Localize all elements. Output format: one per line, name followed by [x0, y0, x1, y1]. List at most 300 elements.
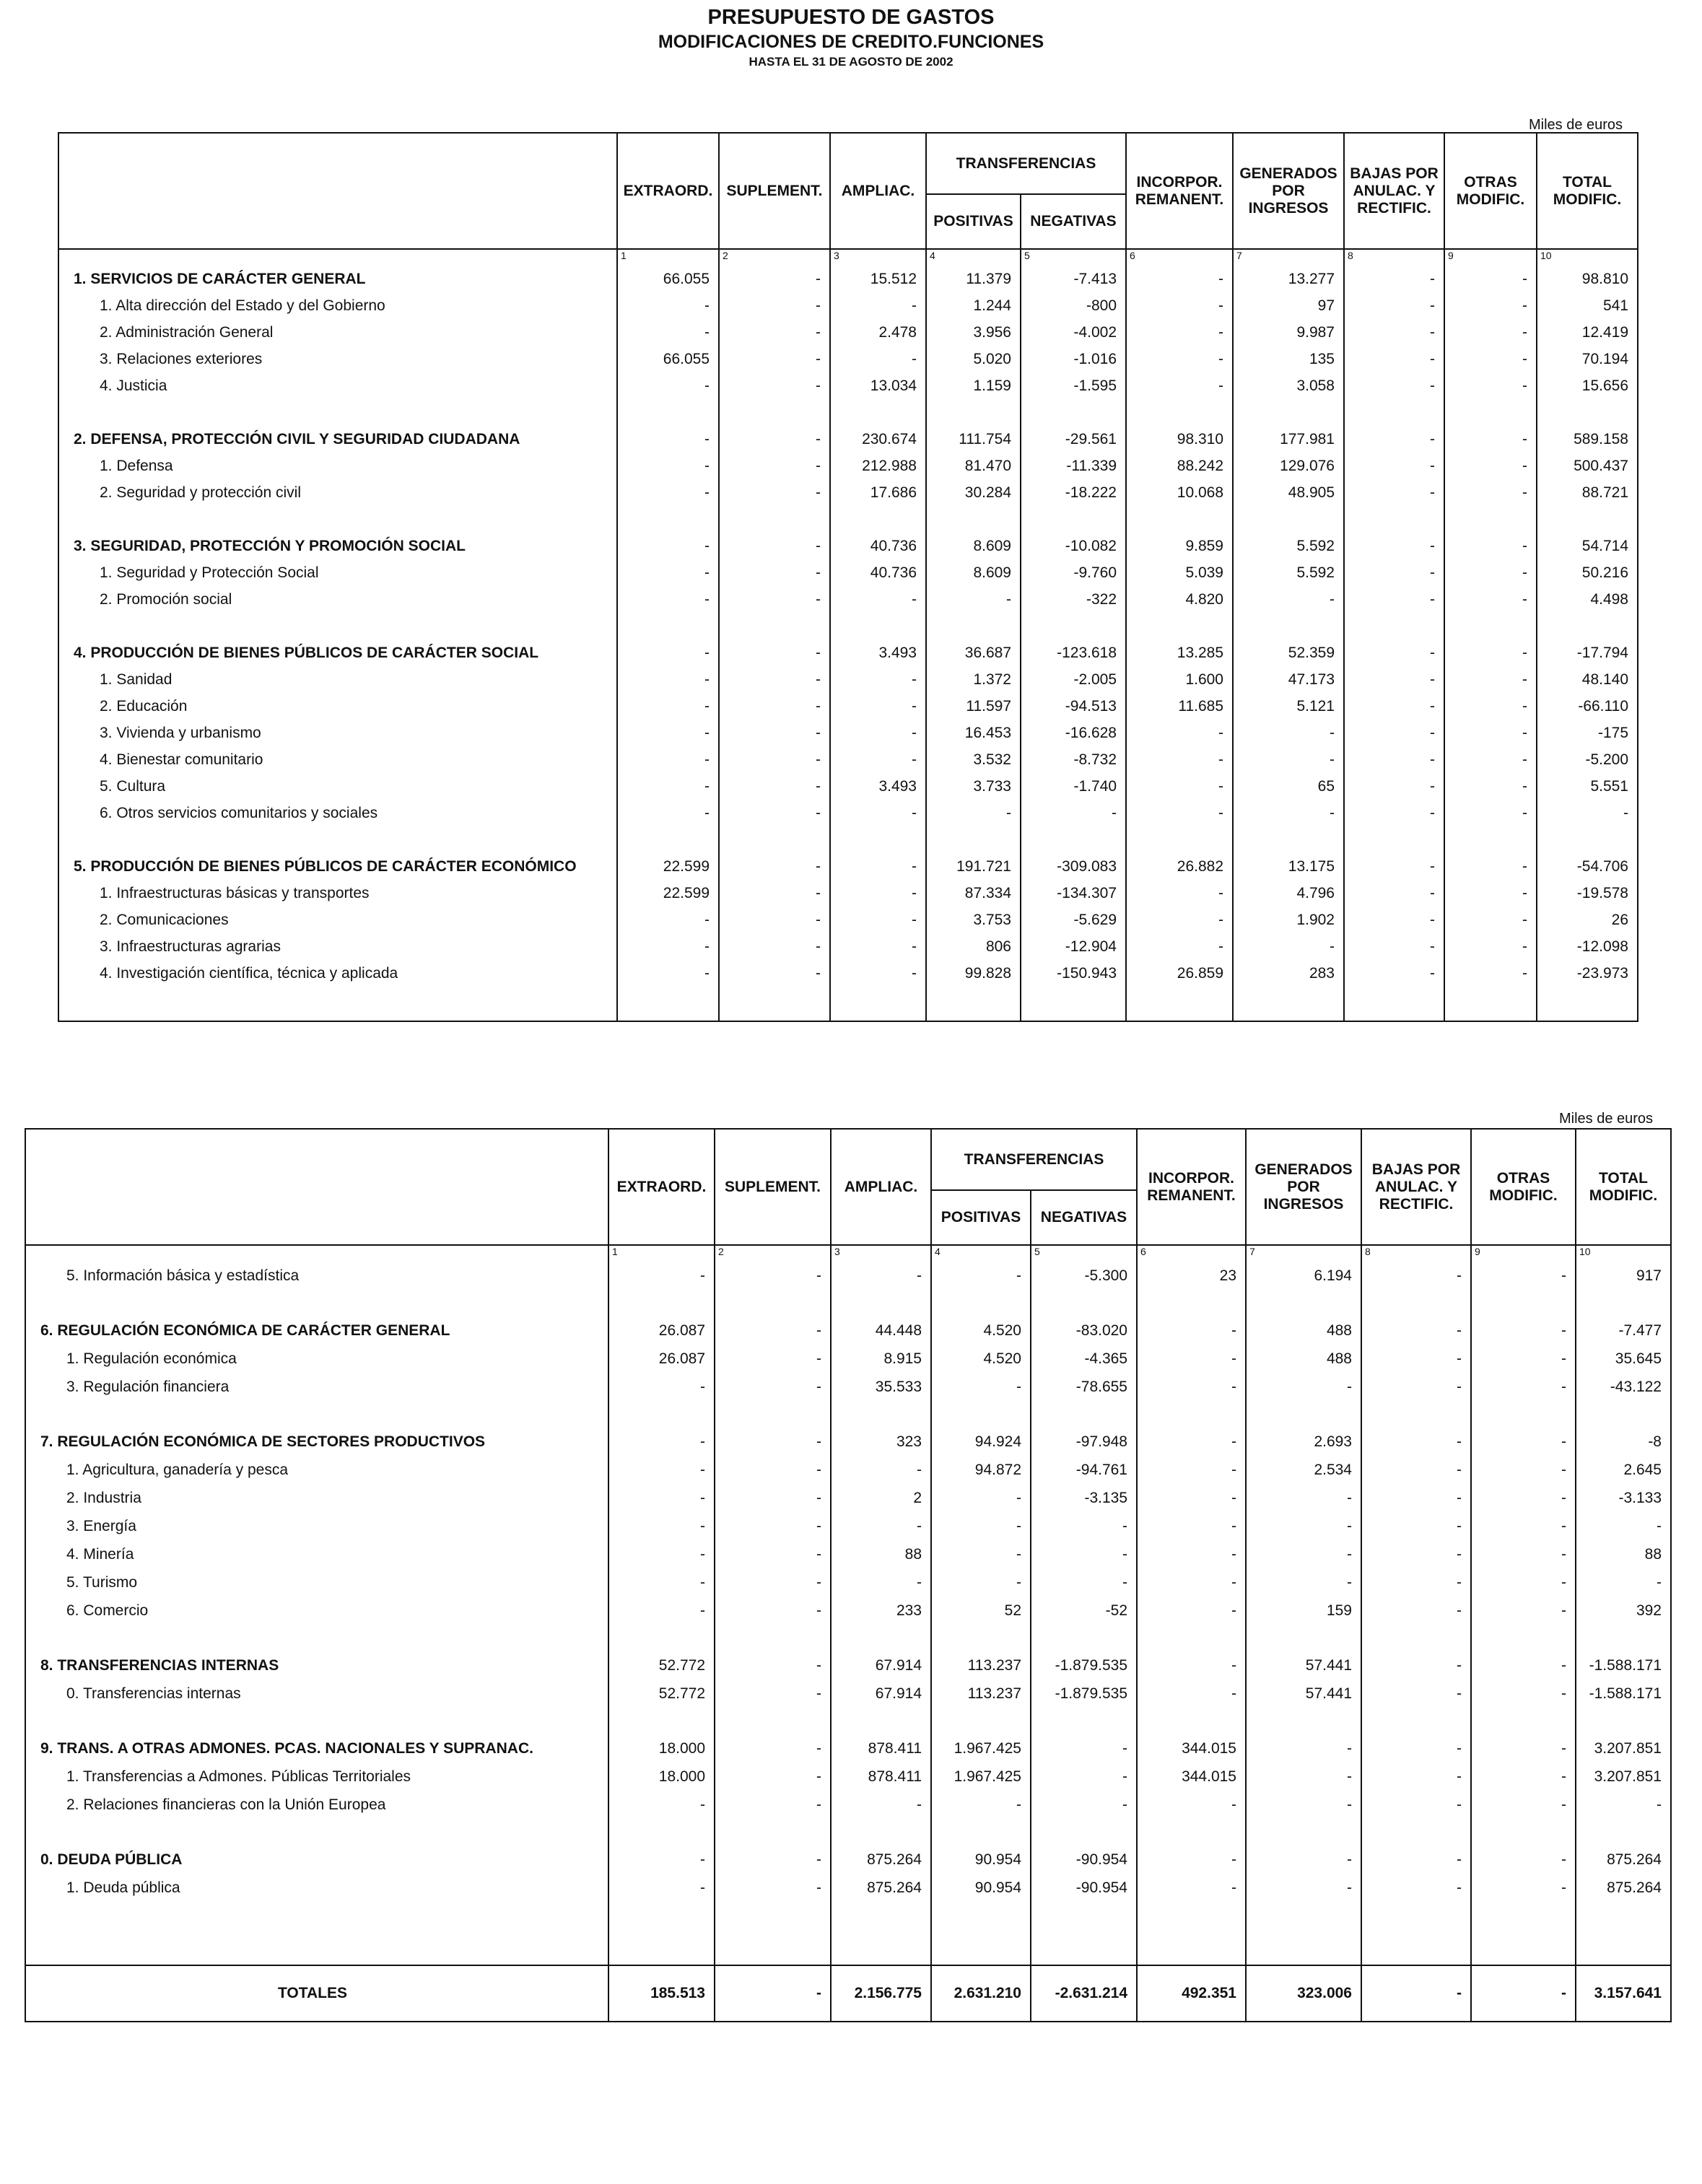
spacer-cell [715, 1625, 831, 1651]
table-row [58, 800, 1638, 826]
value-cell: 875.264 [831, 1846, 931, 1874]
table-row [58, 346, 1638, 372]
spacer-cell [617, 506, 719, 533]
spacer-cell [1233, 506, 1344, 533]
value-cell: - [719, 559, 830, 586]
total-value-cell: 3.157.641 [1576, 1965, 1671, 2022]
value-cell: - [1361, 1316, 1471, 1345]
value-cell: 500.437 [1537, 453, 1638, 479]
value-cell: - [715, 1316, 831, 1345]
value-cell: - [1444, 853, 1537, 880]
row-label: 2. DEFENSA, PROTECCIÓN CIVIL Y SEGURIDAD CIUDADANA [58, 426, 617, 453]
value-cell: - [715, 1874, 831, 1902]
row-label: 2. Promoción social [58, 586, 617, 613]
row-label: 3. Infraestructuras agrarias [58, 933, 617, 960]
value-cell: -43.122 [1576, 1373, 1671, 1401]
value-cell: - [719, 639, 830, 666]
spacer-cell [58, 399, 617, 426]
spacer-cell [1471, 1819, 1576, 1846]
value-cell: 30.284 [926, 479, 1021, 506]
value-cell: 212.988 [830, 453, 926, 479]
value-cell: - [1246, 1791, 1361, 1819]
value-cell: - [1137, 1568, 1246, 1596]
value-cell: - [1137, 1345, 1246, 1373]
value-cell: - [931, 1262, 1031, 1290]
value-cell: -8 [1576, 1428, 1671, 1456]
col-incorpor-header: INCORPOR. REMANENT. [1126, 133, 1233, 249]
value-cell: - [1233, 933, 1344, 960]
spacer-row [58, 506, 1638, 533]
value-cell: -2.005 [1021, 666, 1126, 693]
value-cell: - [608, 1428, 715, 1456]
value-cell: - [1344, 266, 1444, 292]
value-cell: - [1537, 800, 1638, 826]
spacer-cell [1537, 613, 1638, 639]
value-cell: 806 [926, 933, 1021, 960]
row-label: 3. Relaciones exteriores [58, 346, 617, 372]
column-number-row [25, 1245, 1671, 1262]
value-cell: 878.411 [831, 1763, 931, 1791]
value-cell: - [1444, 933, 1537, 960]
value-cell: 65 [1233, 773, 1344, 800]
row-label: 5. PRODUCCIÓN DE BIENES PÚBLICOS DE CARÁCTER ECONÓMICO [58, 853, 617, 880]
table-row [58, 479, 1638, 506]
col-total-header: TOTAL MODIFIC. [1537, 133, 1638, 249]
value-cell: 191.721 [926, 853, 1021, 880]
value-cell: - [608, 1874, 715, 1902]
value-cell: 2 [831, 1484, 931, 1512]
spacer-cell [931, 1625, 1031, 1651]
spacer-cell [1137, 1819, 1246, 1846]
value-cell: - [1471, 1680, 1576, 1708]
value-cell: 2.478 [830, 319, 926, 346]
value-cell: 159 [1246, 1596, 1361, 1625]
value-cell: 18.000 [608, 1734, 715, 1763]
value-cell: - [1444, 639, 1537, 666]
filler-cell [931, 1902, 1031, 1965]
table-row [58, 960, 1638, 987]
value-cell: -97.948 [1031, 1428, 1137, 1456]
value-cell: 26.859 [1126, 960, 1233, 987]
value-cell: - [931, 1540, 1031, 1568]
table-row [58, 907, 1638, 933]
group-row [25, 1428, 1671, 1456]
filler-cell [1444, 987, 1537, 1021]
value-cell: 70.194 [1537, 346, 1638, 372]
spacer-cell [617, 399, 719, 426]
value-cell: - [1031, 1763, 1137, 1791]
column-number: 9 [1444, 249, 1537, 266]
column-number-row [58, 249, 1638, 266]
total-value-cell: - [1471, 1965, 1576, 2022]
spacer-cell [926, 826, 1021, 853]
spacer-cell [608, 1290, 715, 1316]
value-cell: - [1137, 1846, 1246, 1874]
filler-cell [25, 1902, 608, 1965]
value-cell: 57.441 [1246, 1680, 1361, 1708]
value-cell: - [608, 1791, 715, 1819]
spacer-cell [1126, 506, 1233, 533]
value-cell: - [830, 586, 926, 613]
value-cell: 8.915 [831, 1345, 931, 1373]
total-value-cell: - [715, 1965, 831, 2022]
value-cell: - [719, 372, 830, 399]
table-row [25, 1345, 1671, 1373]
spacer-cell [617, 613, 719, 639]
column-number: 2 [719, 249, 830, 266]
value-cell: - [1444, 880, 1537, 907]
spacer-cell [1344, 506, 1444, 533]
row-label: 1. Sanidad [58, 666, 617, 693]
value-cell: 589.158 [1537, 426, 1638, 453]
value-cell: -322 [1021, 586, 1126, 613]
value-cell: 90.954 [931, 1846, 1031, 1874]
value-cell: - [719, 933, 830, 960]
value-cell: - [719, 346, 830, 372]
value-cell: 323 [831, 1428, 931, 1456]
value-cell: 488 [1246, 1316, 1361, 1345]
row-label: 4. PRODUCCIÓN DE BIENES PÚBLICOS DE CARÁCTER SOCIAL [58, 639, 617, 666]
value-cell: - [931, 1373, 1031, 1401]
value-cell: - [831, 1456, 931, 1484]
value-cell: -66.110 [1537, 693, 1638, 720]
column-number: 6 [1126, 249, 1233, 266]
value-cell: - [1471, 1763, 1576, 1791]
value-cell: - [1233, 586, 1344, 613]
value-cell: 233 [831, 1596, 931, 1625]
group-row [58, 426, 1638, 453]
table-row [58, 372, 1638, 399]
value-cell: 17.686 [830, 479, 926, 506]
value-cell: - [1361, 1540, 1471, 1568]
value-cell: - [617, 559, 719, 586]
value-cell: - [719, 426, 830, 453]
value-cell: - [1361, 1456, 1471, 1484]
value-cell: 97 [1233, 292, 1344, 319]
row-label: 9. TRANS. A OTRAS ADMONES. PCAS. NACIONALES Y SUPRANAC. [25, 1734, 608, 1763]
table-row [25, 1763, 1671, 1791]
value-cell: 10.068 [1126, 479, 1233, 506]
spacer-cell [608, 1819, 715, 1846]
value-cell: - [719, 666, 830, 693]
value-cell: - [719, 533, 830, 559]
value-cell: 54.714 [1537, 533, 1638, 559]
value-cell: 344.015 [1137, 1734, 1246, 1763]
value-cell: - [1361, 1846, 1471, 1874]
spacer-cell [608, 1625, 715, 1651]
col-suplement-header: SUPLEMENT. [715, 1129, 831, 1245]
col-generados-header: GENERADOS POR INGRESOS [1233, 133, 1344, 249]
value-cell: - [1471, 1568, 1576, 1596]
value-cell: 35.533 [831, 1373, 931, 1401]
spacer-cell [1344, 613, 1444, 639]
value-cell: - [617, 426, 719, 453]
value-cell: 26.087 [608, 1316, 715, 1345]
spacer-cell [926, 613, 1021, 639]
value-cell: - [1246, 1540, 1361, 1568]
value-cell: 6.194 [1246, 1262, 1361, 1290]
value-cell: - [1361, 1512, 1471, 1540]
spacer-cell [1444, 506, 1537, 533]
value-cell: 113.237 [931, 1651, 1031, 1680]
spacer-cell [1361, 1625, 1471, 1651]
spacer-row [58, 613, 1638, 639]
value-cell: 4.520 [931, 1345, 1031, 1373]
group-row [25, 1651, 1671, 1680]
value-cell: - [1031, 1512, 1137, 1540]
spacer-cell [1021, 613, 1126, 639]
value-cell: - [719, 907, 830, 933]
value-cell: - [1344, 960, 1444, 987]
spacer-cell [1246, 1625, 1361, 1651]
value-cell: 15.656 [1537, 372, 1638, 399]
value-cell: - [715, 1651, 831, 1680]
value-cell: - [1471, 1734, 1576, 1763]
value-cell: - [1344, 319, 1444, 346]
filler-cell [1471, 1902, 1576, 1965]
value-cell: - [1031, 1568, 1137, 1596]
col-positivas-header: POSITIVAS [931, 1190, 1031, 1245]
table-row [58, 773, 1638, 800]
value-cell: 2.693 [1246, 1428, 1361, 1456]
value-cell: - [830, 960, 926, 987]
table-row [25, 1568, 1671, 1596]
row-label: 0. Transferencias internas [25, 1680, 608, 1708]
value-cell: - [617, 479, 719, 506]
filler-cell [1537, 987, 1638, 1021]
value-cell: - [1444, 666, 1537, 693]
row-label: 2. Relaciones financieras con la Unión Europea [25, 1791, 608, 1819]
row-label: 3. Regulación financiera [25, 1373, 608, 1401]
value-cell: - [1233, 746, 1344, 773]
value-cell: 1.159 [926, 372, 1021, 399]
value-cell: 129.076 [1233, 453, 1344, 479]
value-cell: -309.083 [1021, 853, 1126, 880]
value-cell: -5.300 [1031, 1262, 1137, 1290]
column-number: 1 [608, 1245, 715, 1262]
unit-label-table-1: Miles de euros [1529, 117, 1623, 133]
spacer-cell [25, 1625, 608, 1651]
value-cell: - [617, 933, 719, 960]
value-cell: -175 [1537, 720, 1638, 746]
value-cell: - [1246, 1512, 1361, 1540]
value-cell: 1.967.425 [931, 1734, 1031, 1763]
spacer-cell [719, 506, 830, 533]
value-cell: - [617, 960, 719, 987]
row-label: 3. SEGURIDAD, PROTECCIÓN Y PROMOCIÓN SOCIAL [58, 533, 617, 559]
spacer-cell [715, 1290, 831, 1316]
value-cell: - [1471, 1316, 1576, 1345]
value-cell: 5.121 [1233, 693, 1344, 720]
value-cell: - [1137, 1316, 1246, 1345]
column-number-blank [25, 1245, 608, 1262]
column-number: 10 [1537, 249, 1638, 266]
value-cell: - [1137, 1651, 1246, 1680]
value-cell: - [1246, 1763, 1361, 1791]
value-cell: -1.740 [1021, 773, 1126, 800]
spacer-cell [25, 1708, 608, 1734]
value-cell: 344.015 [1137, 1763, 1246, 1791]
filler-cell [1361, 1902, 1471, 1965]
value-cell: 541 [1537, 292, 1638, 319]
value-cell: - [1471, 1540, 1576, 1568]
value-cell: - [617, 372, 719, 399]
col-transferencias-header: TRANSFERENCIAS [926, 133, 1126, 194]
row-label: 2. Industria [25, 1484, 608, 1512]
value-cell: - [1344, 372, 1444, 399]
value-cell: - [1444, 746, 1537, 773]
value-cell: -12.098 [1537, 933, 1638, 960]
value-cell: - [617, 666, 719, 693]
value-cell: - [608, 1456, 715, 1484]
value-cell: - [830, 746, 926, 773]
total-value-cell: 2.631.210 [931, 1965, 1031, 2022]
value-cell: - [617, 693, 719, 720]
value-cell: - [1444, 693, 1537, 720]
value-cell: - [1444, 533, 1537, 559]
row-label: 1. SERVICIOS DE CARÁCTER GENERAL [58, 266, 617, 292]
value-cell: 177.981 [1233, 426, 1344, 453]
value-cell: 3.753 [926, 907, 1021, 933]
spacer-cell [831, 1290, 931, 1316]
value-cell: - [608, 1512, 715, 1540]
group-row [58, 533, 1638, 559]
row-label: 2. Comunicaciones [58, 907, 617, 933]
value-cell: - [1344, 720, 1444, 746]
value-cell: - [719, 266, 830, 292]
value-cell: 13.034 [830, 372, 926, 399]
value-cell: - [926, 586, 1021, 613]
value-cell: - [1444, 292, 1537, 319]
value-cell: - [1246, 1373, 1361, 1401]
col-negativas-header: NEGATIVAS [1021, 194, 1126, 249]
value-cell: - [831, 1568, 931, 1596]
value-cell: 52.772 [608, 1651, 715, 1680]
value-cell: - [715, 1734, 831, 1763]
value-cell: - [1246, 1846, 1361, 1874]
spacer-cell [1444, 826, 1537, 853]
total-value-cell: - [1361, 1965, 1471, 2022]
value-cell: 88 [1576, 1540, 1671, 1568]
value-cell: - [931, 1484, 1031, 1512]
value-cell: - [1233, 800, 1344, 826]
value-cell: 3.058 [1233, 372, 1344, 399]
value-cell: - [1344, 292, 1444, 319]
value-cell: 88 [831, 1540, 931, 1568]
spacer-cell [931, 1401, 1031, 1428]
table-row [58, 292, 1638, 319]
value-cell: - [715, 1568, 831, 1596]
table-row [25, 1512, 1671, 1540]
spacer-cell [926, 399, 1021, 426]
spacer-cell [1361, 1708, 1471, 1734]
spacer-row [25, 1625, 1671, 1651]
value-cell: - [1031, 1734, 1137, 1763]
spacer-cell [1246, 1708, 1361, 1734]
value-cell: -1.879.535 [1031, 1651, 1137, 1680]
value-cell: 94.924 [931, 1428, 1031, 1456]
spacer-cell [1344, 826, 1444, 853]
table-row [25, 1484, 1671, 1512]
row-label: 2. Seguridad y protección civil [58, 479, 617, 506]
value-cell: - [1361, 1651, 1471, 1680]
filler-cell [719, 987, 830, 1021]
spacer-cell [1361, 1290, 1471, 1316]
spacer-cell [715, 1708, 831, 1734]
value-cell: - [1344, 559, 1444, 586]
table-row [25, 1262, 1671, 1290]
spacer-cell [1031, 1290, 1137, 1316]
column-number: 4 [931, 1245, 1031, 1262]
table-row [58, 693, 1638, 720]
spacer-cell [1137, 1708, 1246, 1734]
value-cell: - [1344, 533, 1444, 559]
filler-cell [1576, 1902, 1671, 1965]
value-cell: - [1344, 880, 1444, 907]
value-cell: 99.828 [926, 960, 1021, 987]
value-cell: - [1137, 1512, 1246, 1540]
value-cell: - [1246, 1484, 1361, 1512]
value-cell: - [1444, 346, 1537, 372]
column-number: 1 [617, 249, 719, 266]
spacer-cell [617, 826, 719, 853]
value-cell: 917 [1576, 1262, 1671, 1290]
column-number: 5 [1031, 1245, 1137, 1262]
value-cell: - [1361, 1680, 1471, 1708]
filler-cell [58, 987, 617, 1021]
spacer-cell [608, 1401, 715, 1428]
value-cell: -5.200 [1537, 746, 1638, 773]
value-cell: - [617, 453, 719, 479]
spacer-cell [1471, 1401, 1576, 1428]
value-cell: 67.914 [831, 1680, 931, 1708]
spacer-cell [830, 826, 926, 853]
row-label: 5. Información básica y estadística [25, 1262, 608, 1290]
spacer-cell [830, 506, 926, 533]
spacer-cell [715, 1401, 831, 1428]
value-cell: - [719, 319, 830, 346]
column-number: 10 [1576, 1245, 1671, 1262]
value-cell: - [1444, 960, 1537, 987]
value-cell: - [1444, 907, 1537, 933]
col-incorpor-header: INCORPOR. REMANENT. [1137, 1129, 1246, 1245]
spacer-cell [931, 1819, 1031, 1846]
value-cell: - [608, 1846, 715, 1874]
col-ampliac-header: AMPLIAC. [831, 1129, 931, 1245]
spacer-cell [931, 1708, 1031, 1734]
value-cell: - [1344, 639, 1444, 666]
value-cell: - [1246, 1568, 1361, 1596]
spacer-cell [58, 506, 617, 533]
value-cell: - [1344, 800, 1444, 826]
value-cell: -1.595 [1021, 372, 1126, 399]
value-cell: 57.441 [1246, 1651, 1361, 1680]
spacer-cell [719, 826, 830, 853]
value-cell: -3.135 [1031, 1484, 1137, 1512]
value-cell: - [1361, 1484, 1471, 1512]
value-cell: 3.532 [926, 746, 1021, 773]
spacer-cell [1344, 399, 1444, 426]
value-cell: - [617, 907, 719, 933]
value-cell: 98.810 [1537, 266, 1638, 292]
filler-cell [617, 987, 719, 1021]
value-cell: -94.513 [1021, 693, 1126, 720]
header-blank [25, 1129, 608, 1245]
value-cell: 9.987 [1233, 319, 1344, 346]
value-cell: -4.002 [1021, 319, 1126, 346]
column-number: 3 [831, 1245, 931, 1262]
row-label: 1. Transferencias a Admones. Públicas Territoriales [25, 1763, 608, 1791]
